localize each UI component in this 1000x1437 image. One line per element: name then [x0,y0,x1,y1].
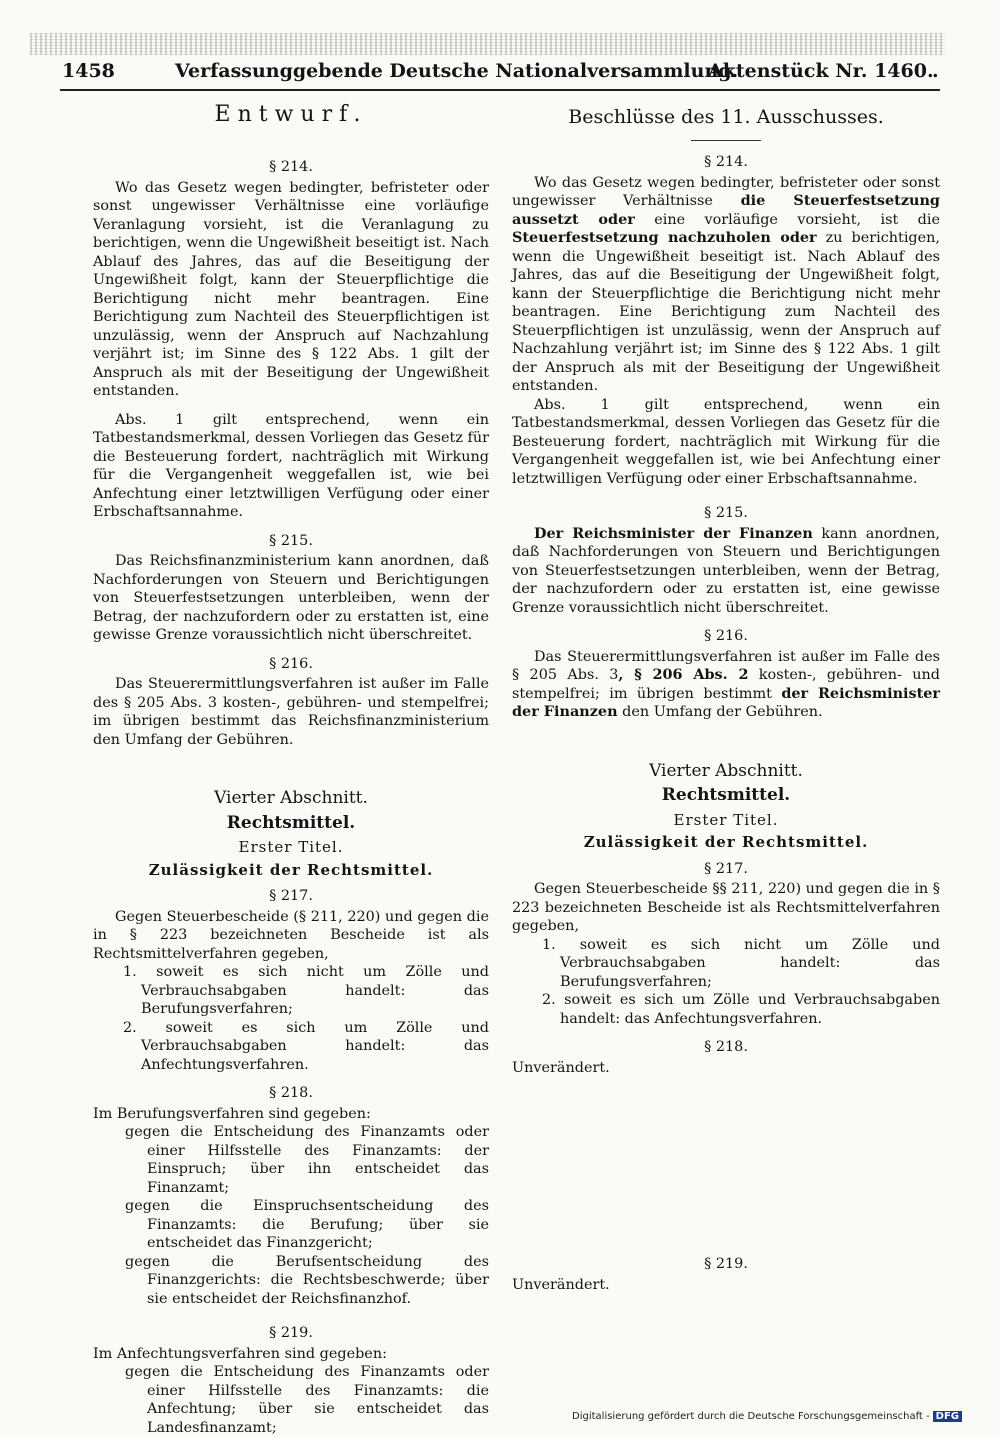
paragraph: Im Berufungsverfahren sind gegeben: [93,1105,371,1122]
digitization-footer [572,1411,962,1422]
section-number: § 218. [269,1085,313,1101]
column-heading-entwurf: Entwurf. [214,102,368,127]
paragraph: Wo das Gesetz wegen bedingter, befristeter oder sonst ungewisser Verhältnisse die Steuerfestsetzung aussetzt oder eine vorläufige vorsieht, ist die Steuerfestsetzung nachzuholen oder zu berichtigen, wenn die Ungewißheit beseitigt ist. Nach Ablauf des Jahres, das auf die Beseitigung der Ungewißheit folgt, kann der Steuerpflichtige die Berichtigung nicht mehr beantragen. Eine Berichtigung zum Nachteil des Steuerpflichtigen ist unzulässig, wenn der Anspruch auf Nachzahlung verjährt ist; im Sinne des § 122 Abs. 1 gilt der Anspruch als mit der Beseitigung der Ungewißheit entstanden. [512,174,940,394]
title-name: Zulässigkeit der Rechtsmittel. [583,833,869,851]
list-item: 2. soweit es sich um Zölle und Verbrauchsabgaben handelt: das Anfechtungsverfahren. [123,1019,489,1073]
paragraph: Unverändert. [512,1276,610,1293]
list-item: gegen die Einspruchsentscheidung des Finanzamts: die Berufung; über sie entscheidet das Finanzgericht; [125,1198,489,1251]
footer-text: Digitalisierung gefördert durch die Deutsche Forschungsgemeinschaft - [572,1411,930,1422]
amended-text: der Reichsminister der Finanzen [512,684,940,720]
column-heading-beschluesse: Beschlüsse des 11. Ausschusses. [568,106,884,128]
paragraph: Das Steuerermittlungsverfahren ist außer im Falle des § 205 Abs. 3 kosten-, gebühren- und stempelfrei; im übrigen bestimmt das Reichsfinanzministerium den Umfang der Gebühren. [93,676,489,748]
section-number: § 216. [269,655,313,672]
part-heading: Vierter Abschnitt. [649,760,803,781]
section-number: § 215. [269,532,313,549]
heading-rule [691,140,761,141]
amended-text: , § 206 Abs. 2 [618,666,749,683]
section-number: § 217. [704,860,748,877]
list-item: 1. soweit es sich nicht um Zölle und Verbrauchsabgaben handelt: das Berufungsverfahren; [123,964,489,1017]
part-title: Rechtsmittel. [661,785,791,805]
publication-title: Verfassunggebende Deutsche Nationalversammlung. [175,60,739,82]
running-header [60,60,940,90]
list-item: gegen die Berufsentscheidung des Finanzgerichts: die Rechtsbeschwerde; über sie entscheidet der Reichsfinanzhof. [125,1253,489,1307]
paragraph: Im Anfechtungsverfahren sind gegeben: [93,1345,387,1362]
title-name: Zulässigkeit der Rechtsmittel. [148,860,434,879]
section-number: § 217. [269,888,313,904]
section-number: § 215. [704,505,748,521]
amended-text: die Steuerfestsetzung aussetzt oder [512,192,940,228]
paragraph: Wo das Gesetz wegen bedingter, befristeter oder sonst ungewisser Verhältnisse eine vorläufige Veranlagung vorsieht, ist die Veranlagung zu berichtigen, wenn die Ungewißheit beseitigt ist. Nach Ablauf des Jahres, das auf die Beseitigung der Ungewißheit folgt, kann der Steuerpflichtige die Berichtigung nicht mehr beantragen. Eine Berichtigung zum Nachteil des Steuerpflichtigen ist unzulässig, wenn der Anspruch auf Nachzahlung verjährt ist; im Sinne des § 122 Abs. 1 gilt der Anspruch als mit der Beseitigung der Ungewißheit entstanden. [93,179,489,399]
paragraph: Unverändert. [512,1059,610,1076]
paragraph: Gegen Steuerbescheide (§ 211, 220) und gegen die in § 223 bezeichneten Bescheide ist als Rechtsmittelverfahren gegeben, [93,908,489,962]
paragraph: Der Reichsminister der Finanzen kann anordnen, daß Nachforderungen von Steuern und Berichtigungen von Steuerfestsetzungen unterbleiben, wenn der Betrag, der nachzufordern oder zu erstatten ist, eine gewisse Grenze voraussichtlich nicht überschreitet. [512,524,940,616]
amended-text: Steuerfestsetzung nachzuholen oder [512,229,817,246]
section-number: § 214. [269,159,313,175]
section-number: § 219. [269,1325,313,1341]
paragraph: Gegen Steuerbescheide §§ 211, 220) und gegen die in § 223 bezeichneten Bescheide ist als Rechtsmittelverfahren gegeben, [512,881,940,934]
list-item: gegen die Entscheidung des Finanzamts oder einer Hilfsstelle des Finanzamts: der Einspruch; über ihn entscheidet das Finanzamt; [125,1124,489,1196]
dfg-logo: DFG [933,1411,962,1422]
header-mark: . [932,60,939,82]
paragraph: Das Steuerermittlungsverfahren ist außer im Falle des § 205 Abs. 3, § 206 Abs. 2 kosten-, gebühren- und stempelfrei; im übrigen bestimmt der Reichsminister der Finanzen den Umfang der Gebühren. [512,648,941,720]
right-column [512,100,940,1294]
left-column [93,100,489,1437]
paragraph: Das Reichsfinanzministerium kann anordnen, daß Nachforderungen von Steuern und Berichtigungen von Steuerfestsetzungen unterbleiben, wenn der Betrag, der nachzufordern oder zu erstatten ist, eine gewisse Grenze voraussichtlich nicht überschreitet. [93,553,489,643]
list-item: gegen die Entscheidung des Finanzamts oder einer Hilfsstelle des Finanzamts: die Anfechtung; über sie entscheidet das Landesfinanzamt; [125,1364,489,1436]
title-heading: Erster Titel. [238,838,344,856]
section-number: § 216. [704,628,748,644]
section-number: § 218. [704,1039,748,1055]
paragraph: Abs. 1 gilt entsprechend, wenn ein Tatbestandsmerkmal, dessen Vorliegen das Gesetz für die Besteuerung fordert, nachträglich mit Wirkung für die Vergangenheit weggefallen ist, wie bei Anfechtung einer letztwilligen Verfügung oder einer Erbschaftsannahme. [93,411,489,520]
list-item: 1. soweit es sich nicht um Zölle und Verbrauchsabgaben handelt: das Berufungsverfahren; [542,936,940,990]
header-rule [60,89,940,91]
document-number: Aktenstück Nr. 1460. [708,60,934,82]
part-title: Rechtsmittel. [226,812,356,833]
list-item: 2. soweit es sich um Zölle und Verbrauchsabgaben handelt: das Anfechtungsverfahren. [542,992,940,1027]
title-heading: Erster Titel. [673,810,779,829]
page-number: 1458 [62,60,115,82]
section-number: § 219. [704,1256,748,1272]
part-heading: Vierter Abschnitt. [214,788,368,808]
section-number: § 214. [704,154,748,170]
paragraph: Abs. 1 gilt entsprechend, wenn ein Tatbestandsmerkmal, dessen Vorliegen das Gesetz für die Besteuerung fordert, nachträglich mit Wirkung für die Vergangenheit weggefallen ist, wie bei Anfechtung einer letztwilligen Verfügung oder einer Erbschaftsannahme. [512,396,940,487]
scan-noise-band [30,33,945,55]
amended-text: Der Reichsminister der Finanzen [534,524,813,542]
